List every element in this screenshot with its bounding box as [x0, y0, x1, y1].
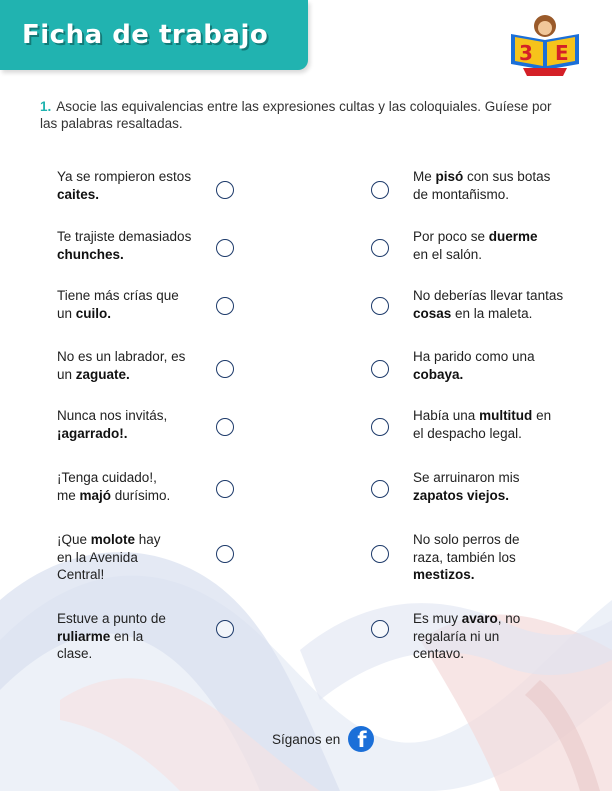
right-item-6: Se arruinaron mis zapatos viejos. [413, 470, 520, 503]
svg-text:3: 3 [519, 41, 533, 65]
right-item-5: Había una multitud en el despacho legal. [413, 408, 552, 441]
right-item-1: Me pisó con sus botas de montañismo. [413, 169, 551, 202]
page-title: Ficha de trabajo [22, 20, 269, 50]
answer-circle-left-1[interactable] [216, 181, 234, 199]
left-item-3: Tiene más crías que un cuilo. [57, 288, 179, 321]
answer-circle-right-4[interactable] [371, 360, 389, 378]
instruction [40, 98, 570, 132]
answer-circle-right-2[interactable] [371, 239, 389, 257]
answer-circle-left-8[interactable] [216, 620, 234, 638]
right-item-2: Por poco se duerme en el salón. [413, 229, 538, 262]
svg-text:E: E [555, 41, 569, 65]
answer-circle-right-7[interactable] [371, 545, 389, 563]
right-item-4: Ha parido como una cobaya. [413, 349, 535, 382]
left-item-8: Estuve a punto de ruliarme en la clase. [57, 611, 166, 661]
header-band [0, 0, 308, 70]
left-item-7: ¡Que molote hay en la Avenida Central! [57, 532, 161, 582]
answer-circle-right-1[interactable] [371, 181, 389, 199]
left-item-1: Ya se rompieron estos caites. [57, 169, 192, 202]
answer-circle-left-4[interactable] [216, 360, 234, 378]
answer-circle-left-7[interactable] [216, 545, 234, 563]
instruction-text: Asocie las equivalencias entre las expresiones cultas y las coloquiales. Guíese por las palabras resaltadas. [40, 99, 552, 131]
answer-circle-left-3[interactable] [216, 297, 234, 315]
left-item-2: Te trajiste demasiados chunches. [57, 229, 192, 262]
instruction-number: 1. [40, 99, 52, 114]
answer-circle-right-6[interactable] [371, 480, 389, 498]
footer [272, 726, 374, 752]
answer-circle-right-5[interactable] [371, 418, 389, 436]
right-item-8: Es muy avaro, no regalaría ni un centavo. [413, 611, 521, 661]
left-item-6: ¡Tenga cuidado!, me majó durísimo. [57, 470, 171, 503]
book-mascot-logo-icon [505, 12, 585, 78]
answer-circle-right-8[interactable] [371, 620, 389, 638]
facebook-icon[interactable]: f [348, 726, 374, 752]
left-item-4: No es un labrador, es un zaguate. [57, 349, 186, 382]
left-item-5: Nunca nos invitás, ¡agarrado!. [57, 408, 168, 441]
answer-circle-left-5[interactable] [216, 418, 234, 436]
answer-circle-left-6[interactable] [216, 480, 234, 498]
right-item-7: No solo perros de raza, también los mestizos. [413, 532, 520, 582]
footer-text: Síganos en [272, 731, 341, 747]
right-item-3: No deberías llevar tantas cosas en la maleta. [413, 288, 564, 321]
answer-circle-left-2[interactable] [216, 239, 234, 257]
answer-circle-right-3[interactable] [371, 297, 389, 315]
